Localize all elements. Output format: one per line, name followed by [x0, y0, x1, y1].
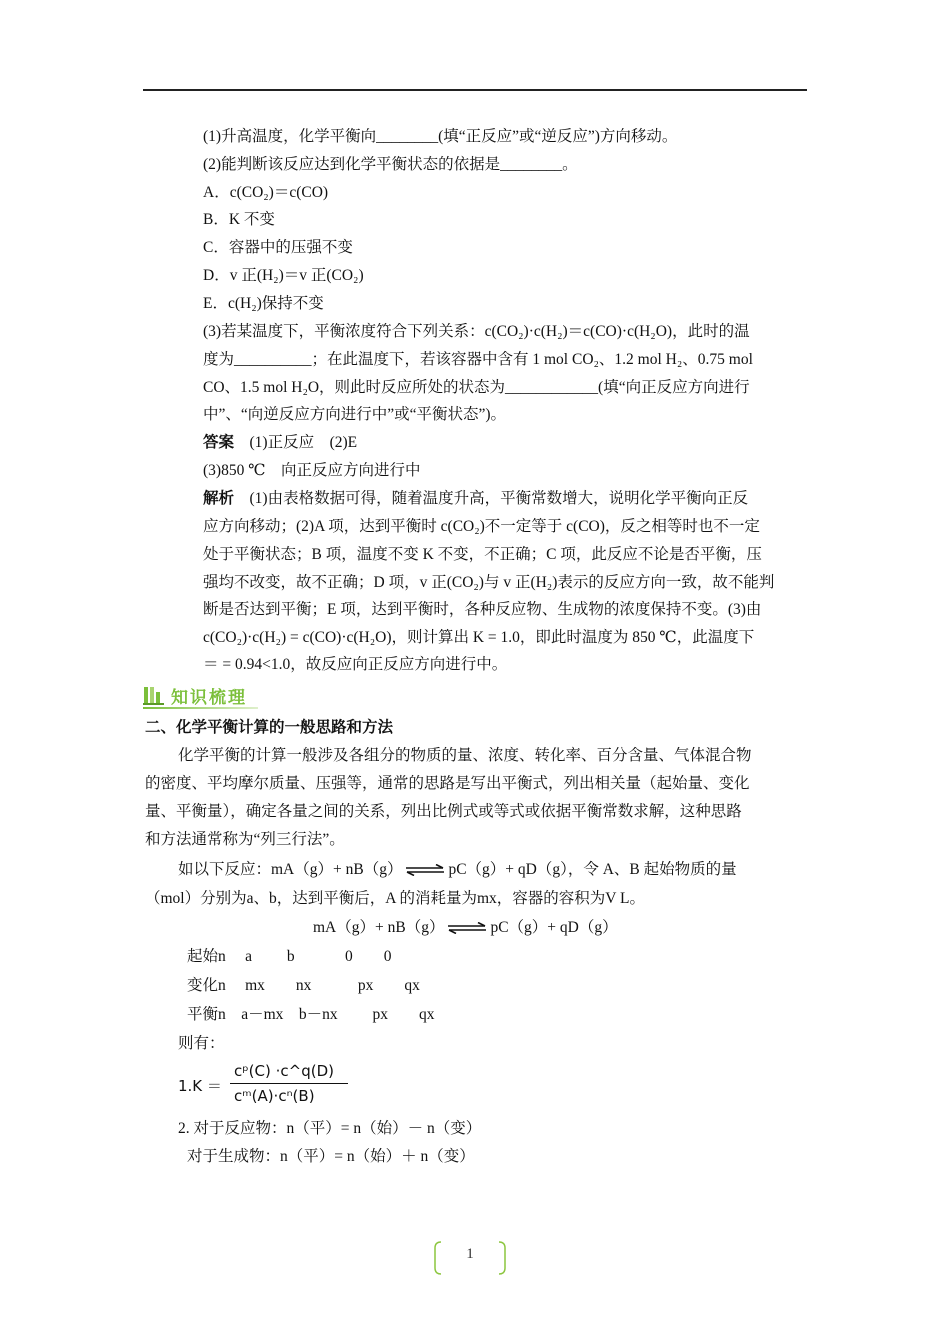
- option-a: A．c(CO₂)＝c(CO): [203, 184, 329, 201]
- option-b: B．K 不变: [203, 211, 275, 228]
- option-d: D．v 正(H₂)＝v 正(CO₂): [203, 267, 364, 284]
- question-3-line-1: (3)若某温度下，平衡浓度符合下列关系：c(CO₂)·c(H₂)＝c(CO)·c(H₂O)，此时的温: [203, 323, 750, 340]
- then-label: 则有：: [178, 1035, 225, 1052]
- analysis-text: (1)由表格数据可得，随着温度升高，平衡常数增大，说明化学平衡向正反: [234, 490, 749, 507]
- reaction-intro: [178, 860, 737, 880]
- table-row-initial: 起始n a b 0 0: [187, 948, 392, 965]
- k-formula-numerator: cᵖ(C) ·c^q(D): [234, 1062, 334, 1080]
- analysis-line-5: 断是否达到平衡；E 项，达到平衡时，各种反应物、生成物的浓度保持不变。(3)由: [203, 601, 762, 618]
- k-formula-prefix: 1.K ＝: [178, 1077, 222, 1095]
- k-formula-bar: [230, 1083, 348, 1084]
- product-rule: 对于生成物：n（平）= n（始）＋ n（变）: [187, 1148, 475, 1165]
- analysis-line-4: 强均不改变，故不正确；D 项，v 正(CO₂)与 v 正(H₂)表示的反应方向一致，故不能判: [203, 574, 775, 591]
- answer-line: [203, 433, 357, 453]
- analysis-line-1: [203, 489, 748, 509]
- analysis-line-7: ＝ = 0.94<1.0，故反应向正反应方向进行中。: [203, 656, 508, 673]
- equilibrium-arrow-icon: [447, 922, 487, 934]
- paragraph-line-3: 量、平衡量），确定各量之间的关系，列出比例式或等式或依据平衡常数求解，这种思路: [145, 803, 742, 820]
- question-2: (2)能判断该反应达到化学平衡状态的依据是________。: [203, 156, 578, 173]
- knowledge-banner: [143, 683, 247, 707]
- paragraph-line-4: 和方法通常称为“列三行法”。: [145, 831, 345, 848]
- page-number-text: 1: [466, 1246, 474, 1262]
- analysis-line-3: 处于平衡状态；B 项，温度不变 K 不变，不正确；C 项，此反应不论是否平衡，压: [203, 546, 762, 563]
- answer-text: (1)正反应 (2)E: [234, 434, 358, 451]
- reactant-rule: 2. 对于反应物：n（平）= n（始）－ n（变）: [178, 1120, 482, 1137]
- option-c: C．容器中的压强不变: [203, 239, 353, 256]
- header-rule: [143, 89, 807, 91]
- reaction-center-lhs: mA（g）+ nB（g）: [313, 919, 445, 936]
- reaction-intro-line-2: （mol）分别为a、b，达到平衡后，A 的消耗量为mx，容器的容积为V L。: [145, 890, 646, 907]
- answer-line-2: (3)850 ℃ 向正反应方向进行中: [203, 462, 421, 479]
- analysis-line-2: 应方向移动；(2)A 项，达到平衡时 c(CO₂)不一定等于 c(CO)，反之相等时也不一定: [203, 518, 760, 535]
- reaction-center-rhs: pC（g）+ qD（g）: [490, 919, 618, 936]
- section-heading: 二、化学平衡计算的一般思路和方法: [145, 719, 394, 736]
- knowledge-banner-title: 知识梳理: [171, 687, 247, 708]
- answer-label: 答案: [203, 434, 235, 451]
- k-formula-denominator: cᵐ(A)·cⁿ(B): [234, 1087, 315, 1105]
- analysis-label: 解析: [203, 490, 235, 507]
- knowledge-logo-icon: [143, 684, 165, 706]
- reaction-center: [313, 918, 618, 938]
- table-row-change: 变化n mx nx px qx: [187, 977, 420, 994]
- reaction-intro-rhs: pC（g）+ qD（g），令 A、B 起始物质的量: [448, 861, 737, 878]
- page-number: [433, 1240, 507, 1276]
- paragraph-line-1: 化学平衡的计算一般涉及各组分的物质的量、浓度、转化率、百分含量、气体混合物: [178, 747, 752, 764]
- question-3-line-2: 度为__________；在此温度下，若该容器中含有 1 mol CO₂、1.2 mol H₂、0.75 mol: [203, 351, 753, 368]
- question-3-line-3: CO、1.5 mol H₂O，则此时反应所处的状态为____________(填“向正反应方向进行: [203, 379, 750, 396]
- question-3-line-4: 中”、“向逆反应方向进行中”或“平衡状态”)。: [203, 406, 507, 423]
- banner-underline: [143, 707, 258, 709]
- analysis-line-6: c(CO₂)·c(H₂) = c(CO)·c(H₂O)，则计算出 K = 1.0，即此时温度为 850 ℃，此温度下: [203, 629, 755, 646]
- paragraph-line-2: 的密度、平均摩尔质量、压强等，通常的思路是写出平衡式，列出相关量（起始量、变化: [145, 775, 750, 792]
- table-row-equilibrium: 平衡n a－mx b－nx px qx: [187, 1006, 435, 1023]
- reaction-intro-lhs: 如以下反应：mA（g）+ nB（g）: [178, 861, 403, 878]
- option-e: E．c(H₂)保持不变: [203, 295, 324, 312]
- question-1: (1)升高温度，化学平衡向________(填“正反应”或“逆反应”)方向移动。: [203, 128, 678, 145]
- equilibrium-arrow-icon: [405, 864, 445, 876]
